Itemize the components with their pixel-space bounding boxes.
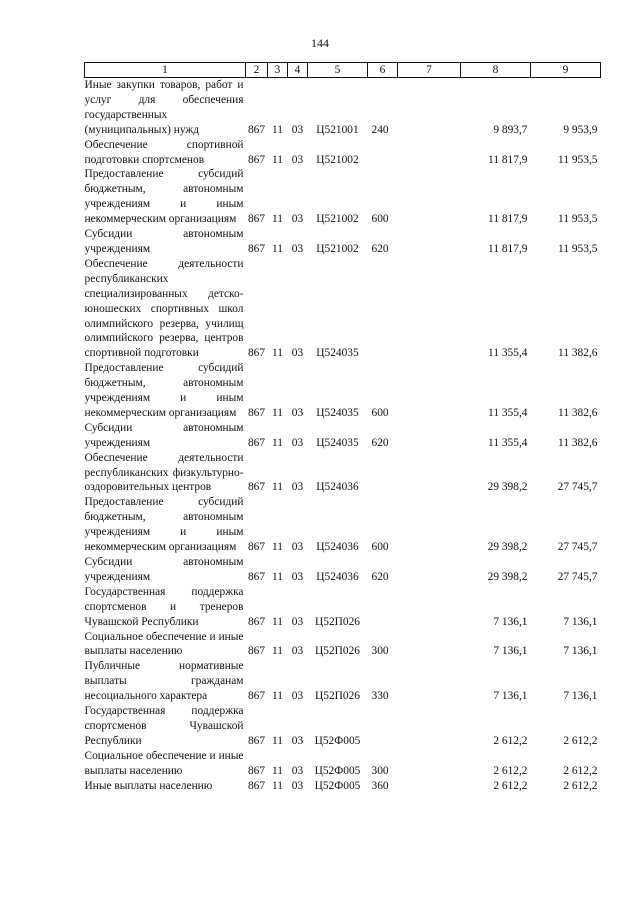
- row-admin-code: 867: [247, 764, 266, 777]
- row-admin-code: 867: [247, 541, 266, 554]
- row-section: 11: [272, 436, 283, 449]
- row-expense-type: 620: [371, 242, 389, 255]
- row-amount-col8: 11 817,9: [488, 153, 528, 166]
- row-target-article: Ц524035: [316, 347, 359, 360]
- table-row: [85, 630, 601, 660]
- table-row: [85, 78, 601, 138]
- table-header-row: [85, 63, 601, 78]
- row-section: 11: [272, 734, 283, 747]
- row-admin-code: 867: [247, 436, 266, 449]
- row-amount-col9: 2 612,2: [563, 764, 598, 777]
- row-section: 11: [272, 347, 283, 360]
- row-amount-col8: 7 136,1: [493, 690, 528, 703]
- row-col7: [398, 421, 461, 451]
- row-admin-code: 867: [247, 779, 266, 792]
- row-amount-col9: 7 136,1: [563, 645, 598, 658]
- row-subsection: 03: [291, 764, 304, 777]
- row-amount-col8: 7 136,1: [493, 615, 528, 628]
- row-expense-type: 600: [371, 406, 389, 419]
- row-col7: [398, 704, 461, 749]
- row-target-article: Ц524036: [316, 541, 359, 554]
- col-header: 4: [288, 63, 308, 78]
- row-subsection: 03: [291, 615, 304, 628]
- row-subsection: 03: [291, 734, 304, 747]
- row-amount-col9: 27 745,7: [557, 541, 598, 554]
- row-target-article: Ц524035: [316, 406, 359, 419]
- col-header: 2: [246, 63, 268, 78]
- row-subsection: 03: [291, 690, 304, 703]
- row-expense-type: 300: [371, 764, 389, 777]
- row-section: 11: [272, 406, 283, 419]
- table-row: [85, 495, 601, 555]
- table-row: [85, 257, 601, 361]
- row-amount-col8: 2 612,2: [493, 764, 528, 777]
- row-expense-type: [368, 138, 398, 168]
- row-amount-col9: 7 136,1: [563, 615, 598, 628]
- row-description: Предоставление субсидий бюджетным, автономным учреждениям и иным некоммерческим организациям: [84, 168, 244, 226]
- table-row: [85, 704, 601, 749]
- row-col7: [398, 138, 461, 168]
- row-subsection: 03: [291, 645, 304, 658]
- row-description: Государственная поддержка спортсменов и тренеров Чувашской Республики: [84, 585, 244, 628]
- table-row: [85, 227, 601, 257]
- row-target-article: Ц521001: [316, 123, 359, 136]
- table-row: [85, 138, 601, 168]
- row-subsection: 03: [291, 481, 304, 494]
- row-description: Иные закупки товаров, работ и услуг для обеспечения государственных (муниципальных) нужд: [84, 79, 244, 136]
- row-expense-type: 620: [371, 570, 389, 583]
- row-admin-code: 867: [247, 123, 266, 136]
- row-amount-col9: 11 382,6: [558, 436, 598, 449]
- row-col7: [398, 630, 461, 660]
- row-amount-col9: 7 136,1: [563, 690, 598, 703]
- row-col7: [398, 361, 461, 421]
- row-target-article: Ц52Ф005: [314, 734, 361, 747]
- row-target-article: Ц52П026: [315, 690, 360, 703]
- row-admin-code: 867: [247, 481, 266, 494]
- row-section: 11: [272, 615, 283, 628]
- row-description: Обеспечение деятельности республиканских специализированных детско-юношеских спортивных школ олимпийского резерва, училищ олимпийского резерва, центров спортивной подготовки: [84, 257, 244, 360]
- row-section: 11: [272, 541, 283, 554]
- row-admin-code: 867: [247, 213, 266, 226]
- row-subsection: 03: [291, 213, 304, 226]
- row-col7: [398, 167, 461, 227]
- row-target-article: Ц521002: [316, 213, 359, 226]
- row-amount-col9: 11 382,6: [558, 347, 598, 360]
- col-header: 6: [368, 63, 398, 78]
- row-admin-code: 867: [247, 347, 266, 360]
- row-target-article: Ц524036: [316, 481, 359, 494]
- row-expense-type: 240: [371, 123, 389, 136]
- table-row: [85, 749, 601, 779]
- row-target-article: Ц524035: [316, 436, 359, 449]
- table-row: [85, 421, 601, 451]
- row-expense-type: 300: [371, 645, 389, 658]
- table-row: [85, 451, 601, 496]
- row-amount-col8: 2 612,2: [493, 734, 528, 747]
- row-col7: [398, 749, 461, 779]
- col-header: 8: [461, 63, 531, 78]
- row-subsection: 03: [291, 242, 304, 255]
- table-row: [85, 585, 601, 630]
- row-amount-col8: 11 355,4: [488, 406, 528, 419]
- row-subsection: 03: [291, 406, 304, 419]
- budget-table: [84, 62, 601, 794]
- row-description: Иные выплаты населению: [84, 779, 213, 792]
- row-subsection: 03: [291, 570, 304, 583]
- row-amount-col9: 27 745,7: [557, 570, 598, 583]
- col-header: 9: [531, 63, 601, 78]
- row-amount-col8: 7 136,1: [493, 645, 528, 658]
- row-description: Социальное обеспечение и иные выплаты населению: [84, 749, 244, 777]
- table-row: [85, 167, 601, 227]
- row-subsection: 03: [291, 153, 304, 166]
- row-col7: [398, 78, 461, 138]
- row-amount-col9: 11 953,5: [558, 242, 598, 255]
- row-amount-col8: 11 355,4: [488, 436, 528, 449]
- row-section: 11: [272, 481, 283, 494]
- row-expense-type: [368, 585, 398, 630]
- row-col7: [398, 585, 461, 630]
- row-section: 11: [272, 779, 283, 792]
- row-admin-code: 867: [247, 570, 266, 583]
- row-subsection: 03: [291, 779, 304, 792]
- row-expense-type: [368, 704, 398, 749]
- row-amount-col8: 29 398,2: [487, 570, 528, 583]
- row-target-article: Ц521002: [316, 242, 359, 255]
- row-description: Социальное обеспечение и иные выплаты населению: [84, 630, 244, 658]
- table-row: [85, 659, 601, 704]
- row-expense-type: 600: [371, 541, 389, 554]
- row-subsection: 03: [291, 347, 304, 360]
- row-amount-col9: 2 612,2: [563, 734, 598, 747]
- row-target-article: Ц52Ф005: [314, 779, 361, 792]
- row-target-article: Ц521002: [316, 153, 359, 166]
- row-amount-col8: 11 817,9: [488, 242, 528, 255]
- row-col7: [398, 495, 461, 555]
- row-expense-type: 330: [371, 690, 389, 703]
- row-admin-code: 867: [247, 615, 266, 628]
- row-expense-type: [368, 451, 398, 496]
- row-subsection: 03: [291, 436, 304, 449]
- row-description: Субсидии автономным учреждениям: [84, 556, 244, 583]
- row-section: 11: [272, 123, 283, 136]
- row-amount-col8: 29 398,2: [487, 481, 528, 494]
- row-admin-code: 867: [247, 406, 266, 419]
- row-section: 11: [272, 764, 283, 777]
- row-expense-type: 360: [371, 779, 389, 792]
- col-header: 3: [268, 63, 288, 78]
- row-amount-col9: 11 953,5: [558, 213, 598, 226]
- table-row: [85, 361, 601, 421]
- row-amount-col9: 27 745,7: [557, 481, 598, 494]
- row-description: Обеспечение спортивной подготовки спортсменов: [84, 138, 244, 166]
- row-description: Публичные нормативные выплаты гражданам несоциального характера: [84, 660, 244, 703]
- row-col7: [398, 257, 461, 361]
- table-row: [85, 555, 601, 585]
- row-section: 11: [272, 153, 283, 166]
- col-header: 7: [398, 63, 461, 78]
- row-target-article: Ц52Ф005: [314, 764, 361, 777]
- row-expense-type: [368, 257, 398, 361]
- row-target-article: Ц52П026: [315, 645, 360, 658]
- row-target-article: Ц524036: [316, 570, 359, 583]
- col-header: 1: [85, 63, 246, 78]
- row-amount-col8: 11 355,4: [488, 347, 528, 360]
- row-col7: [398, 555, 461, 585]
- page-number: 144: [311, 36, 329, 50]
- row-admin-code: 867: [247, 242, 266, 255]
- row-description: Субсидии автономным учреждениям: [84, 228, 244, 255]
- row-amount-col8: 11 817,9: [488, 213, 528, 226]
- row-description: Предоставление субсидий бюджетным, автономным учреждениям и иным некоммерческим организациям: [84, 362, 244, 419]
- row-subsection: 03: [291, 541, 304, 554]
- row-col7: [398, 451, 461, 496]
- row-col7: [398, 779, 461, 794]
- row-amount-col9: 11 953,5: [558, 153, 598, 166]
- table-row: [85, 779, 601, 794]
- row-col7: [398, 659, 461, 704]
- row-amount-col9: 2 612,2: [563, 779, 598, 792]
- row-section: 11: [272, 213, 283, 226]
- row-description: Обеспечение деятельности республиканских физкультурно-оздоровительных центров: [84, 451, 244, 494]
- row-col7: [398, 227, 461, 257]
- row-amount-col9: 9 953,9: [563, 123, 598, 136]
- row-admin-code: 867: [247, 690, 266, 703]
- row-expense-type: 600: [371, 213, 389, 226]
- row-description: Субсидии автономным учреждениям: [84, 421, 244, 449]
- col-header: 5: [308, 63, 368, 78]
- row-description: Государственная поддержка спортсменов Чувашской Республики: [84, 705, 244, 747]
- row-amount-col9: 11 382,6: [558, 406, 598, 419]
- row-amount-col8: 9 893,7: [493, 123, 528, 136]
- row-expense-type: 620: [371, 436, 389, 449]
- row-admin-code: 867: [247, 153, 266, 166]
- row-section: 11: [272, 690, 283, 703]
- row-section: 11: [272, 645, 283, 658]
- row-target-article: Ц52П026: [315, 615, 360, 628]
- row-description: Предоставление субсидий бюджетным, автономным учреждениям и иным некоммерческим организациям: [84, 496, 244, 554]
- row-section: 11: [272, 570, 283, 583]
- row-amount-col8: 29 398,2: [487, 541, 528, 554]
- row-subsection: 03: [291, 123, 304, 136]
- row-section: 11: [272, 242, 283, 255]
- row-amount-col8: 2 612,2: [493, 779, 528, 792]
- row-admin-code: 867: [247, 734, 266, 747]
- row-admin-code: 867: [247, 645, 266, 658]
